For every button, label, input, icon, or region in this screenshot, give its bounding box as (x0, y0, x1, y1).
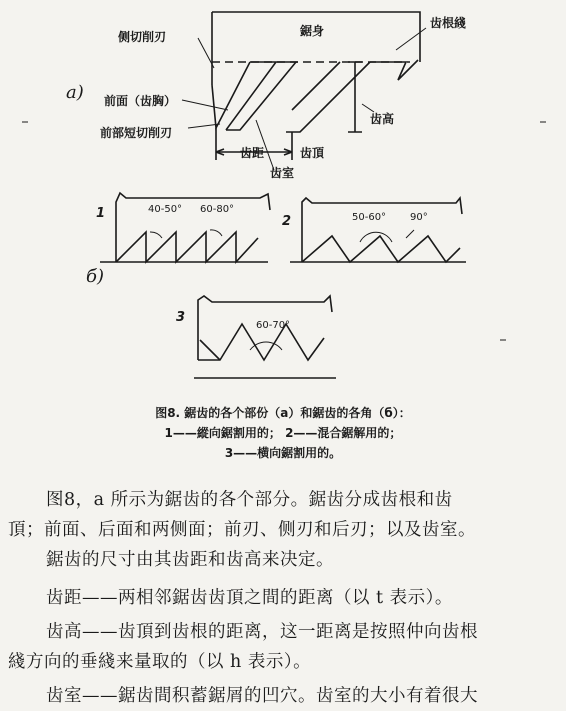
profile-1-angle-1: 40-50° (148, 204, 183, 215)
body-paragraph-line-7: 齿室——鋸齿間积蓄鋸屑的凹穴。齿室的大小有着很大 (46, 686, 478, 706)
profile-3-angle-1: 60-70° (256, 320, 291, 331)
label-tooth-height: 齿高 (370, 112, 395, 126)
profile-1-angle-2: 60-80° (200, 204, 235, 215)
part-label-b: б) (86, 266, 105, 287)
body-paragraph-line-5: 齿高——齿頂到齿根的距离，这一距离是按照仲向齿根 (46, 622, 478, 642)
label-tooth-root-line: 齿根綫 (430, 16, 467, 30)
profile-1-number: 1 (96, 206, 106, 221)
profile-2-angle-1: 50-60° (352, 212, 387, 223)
label-gullet: 齿室 (270, 166, 295, 180)
body-paragraph-line-4: 齿距——两相邻鋸齿齿頂之間的距离（以 t 表示）。 (46, 588, 453, 608)
body-paragraph-line-6: 綫方向的垂綫来量取的（以 h 表示）。 (8, 652, 312, 672)
part-label-a: a) (66, 82, 84, 103)
label-front-short-edge: 前部短切削刃 (100, 126, 173, 140)
body-paragraph-line-2: 頂；前面、后面和两侧面；前刃、侧刃和后刃；以及齿室。 (8, 520, 476, 540)
body-paragraph-line-1: 图8，a 所示为鋸齿的各个部分。鋸齿分成齿根和齿 (46, 490, 453, 510)
label-side-cutting-edge: 侧切削刃 (118, 30, 167, 44)
profile-2-number: 2 (282, 214, 292, 229)
label-front-face: 前面（齿胸） (104, 94, 177, 108)
figure-caption-line-2: 1——縱向鋸割用的； 2——混合鋸解用的； (164, 426, 402, 440)
label-tooth-top: 齿頂 (300, 146, 325, 160)
profile-2-angle-2: 90° (410, 212, 428, 223)
profile-3-number: 3 (176, 310, 186, 325)
figure-caption-line-1: 图8. 鋸齿的各个部份（a）和鋸齿的各角（б）： (155, 406, 411, 420)
body-paragraph-line-3: 鋸齿的尺寸由其齿距和齿高来决定。 (46, 550, 334, 570)
label-tooth-pitch: 齿距 (240, 146, 265, 160)
label-saw-body: 鋸身 (300, 24, 325, 38)
figure-caption-line-3: 3——横向鋸割用的。 (224, 446, 342, 460)
